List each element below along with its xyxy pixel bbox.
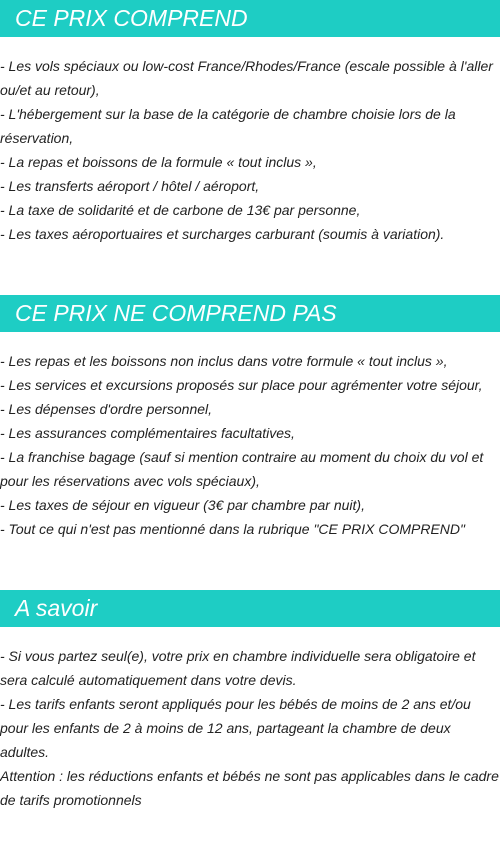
list-item: - Les taxes aéroportuaires et surcharges carburant (soumis à variation).	[0, 226, 445, 242]
list-item: - Les taxes de séjour en vigueur (3€ par chambre par nuit),	[0, 497, 365, 513]
list-item: - Tout ce qui n'est pas mentionné dans la rubrique "CE PRIX COMPREND"	[0, 521, 465, 537]
list-item: - L'hébergement sur la base de la catégorie de chambre choisie lors de la réservation,	[0, 106, 456, 146]
section-ce-prix-ne-comprend-pas	[0, 295, 500, 541]
info-list	[0, 644, 500, 812]
list-item: - Les repas et les boissons non inclus dans votre formule « tout inclus »,	[0, 353, 448, 369]
list-item: Attention : les réductions enfants et bébés ne sont pas applicables dans le cadre de tarifs promotionnels	[0, 768, 499, 808]
list-item: - Les transferts aéroport / hôtel / aéroport,	[0, 178, 260, 194]
list-item: - La taxe de solidarité et de carbone de 13€ par personne,	[0, 202, 361, 218]
list-item: - La franchise bagage (sauf si mention contraire au moment du choix du vol et pour les réservations avec vols spéciaux),	[0, 449, 484, 489]
section-ce-prix-comprend	[0, 0, 500, 246]
list-item: - Si vous partez seul(e), votre prix en chambre individuelle sera obligatoire et sera calculé automatiquement dans votre devis.	[0, 648, 476, 688]
list-item: - Les assurances complémentaires facultatives,	[0, 425, 295, 441]
list-item: - La repas et boissons de la formule « tout inclus »,	[0, 154, 317, 170]
section-title: A savoir	[0, 590, 500, 627]
list-item: - Les dépenses d'ordre personnel,	[0, 401, 213, 417]
list-item: - Les tarifs enfants seront appliqués pour les bébés de moins de 2 ans et/ou pour les enfants de 2 à moins de 12 ans, partageant la chambre de deux adultes.	[0, 696, 471, 760]
included-list	[0, 54, 500, 246]
excluded-list	[0, 349, 500, 541]
list-item: - Les vols spéciaux ou low-cost France/Rhodes/France (escale possible à l'aller ou/et au retour),	[0, 58, 493, 98]
list-item: - Les services et excursions proposés sur place pour agrémenter votre séjour,	[0, 377, 483, 393]
section-title: CE PRIX COMPREND	[0, 0, 500, 37]
section-title: CE PRIX NE COMPREND PAS	[0, 295, 500, 332]
section-a-savoir	[0, 590, 500, 812]
